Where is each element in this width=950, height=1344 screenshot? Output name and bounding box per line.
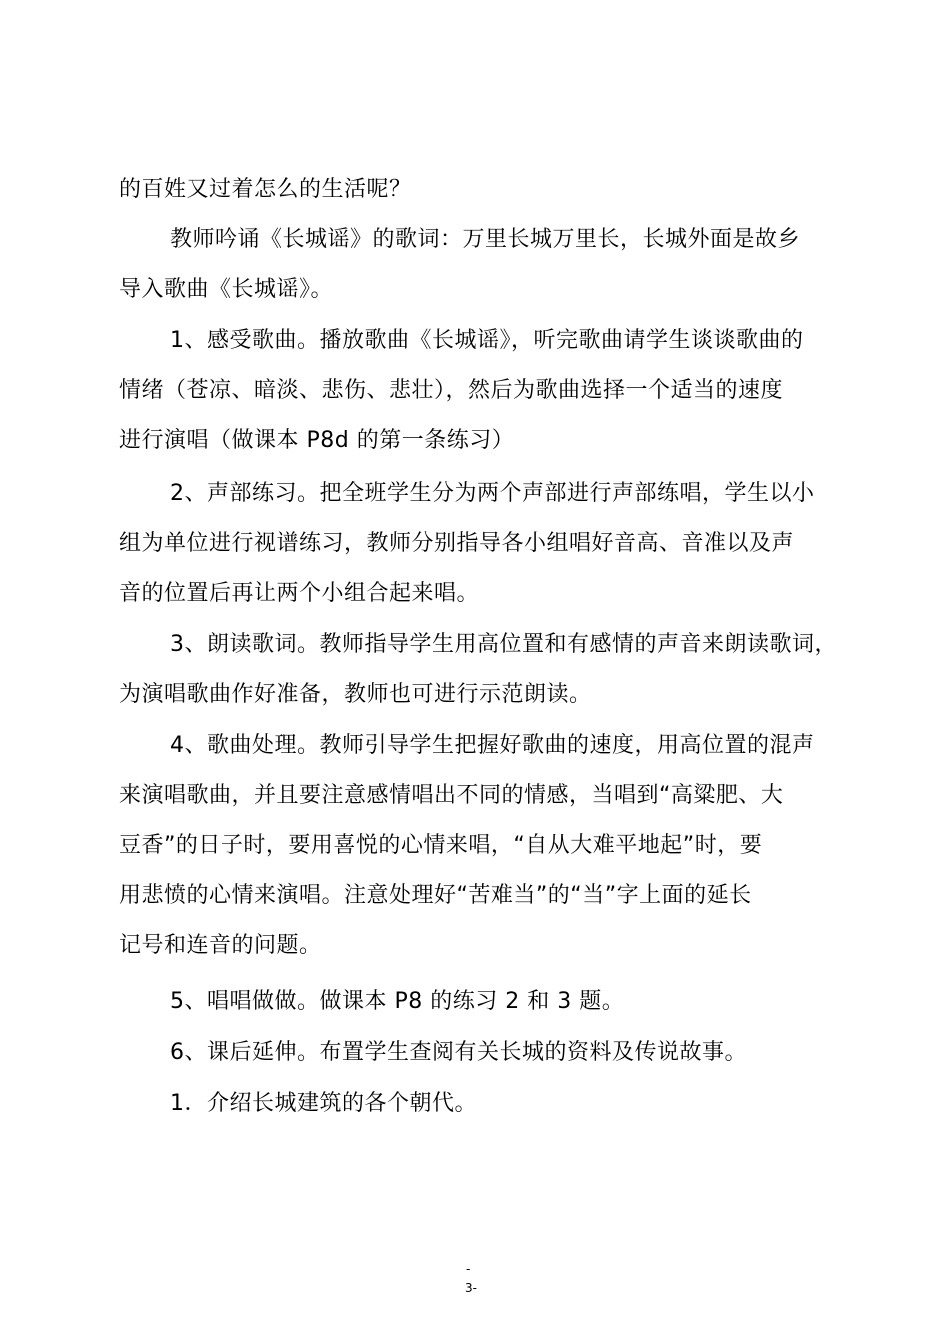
text-line: 进行演唱（做课本 P8d 的第一条练习）	[119, 428, 515, 453]
text-line: 记号和连音的问题。	[119, 933, 322, 958]
text-line: 组为单位进行视谱练习，教师分别指导各小组唱好音高、音准以及声	[119, 531, 795, 556]
text-line: 为演唱歌曲作好准备，教师也可进行示范朗读。	[119, 682, 592, 707]
text-line: 情绪（苍凉、暗淡、悲伤、悲壮），然后为歌曲选择一个适当的速度	[119, 378, 784, 403]
text-line: 6、课后延伸。布置学生查阅有关长城的资料及传说故事。	[170, 1040, 747, 1065]
text-line: 音的位置后再让两个小组合起来唱。	[119, 581, 480, 606]
text-line: 1、感受歌曲。播放歌曲《长城谣》，听完歌曲请学生谈谈歌曲的	[170, 328, 804, 353]
text-line: 2、声部练习。把全班学生分为两个声部进行声部练唱，学生以小	[170, 481, 815, 506]
text-line: 1．介绍长城建筑的各个朝代。	[170, 1091, 477, 1116]
footer-dash: -	[466, 1262, 471, 1276]
text-line: 豆香”的日子时，要用喜悦的心情来唱，“自从大难平地起”时，要	[119, 833, 763, 858]
text-line: 来演唱歌曲，并且要注意感情唱出不同的情感，当唱到“高粱肥、大	[119, 783, 784, 808]
text-line: 4、歌曲处理。教师引导学生把握好歌曲的速度，用高位置的混声	[170, 733, 815, 758]
page-number: 3-	[465, 1281, 477, 1295]
text-line: 5、唱唱做做。做课本 P8 的练习 2 和 3 题。	[170, 989, 625, 1014]
text-line: 的百姓又过着怎么的生活呢？	[119, 177, 412, 202]
text-line: 教师吟诵《长城谣》的歌词：万里长城万里长，长城外面是故乡	[170, 227, 801, 252]
text-line: 用悲愤的心情来演唱。注意处理好“苦难当”的“当”字上面的延长	[119, 883, 752, 908]
text-line: 3、朗读歌词。教师指导学生用高位置和有感情的声音来朗读歌词，	[170, 632, 837, 657]
text-line: 导入歌曲《长城谣》。	[119, 277, 334, 302]
